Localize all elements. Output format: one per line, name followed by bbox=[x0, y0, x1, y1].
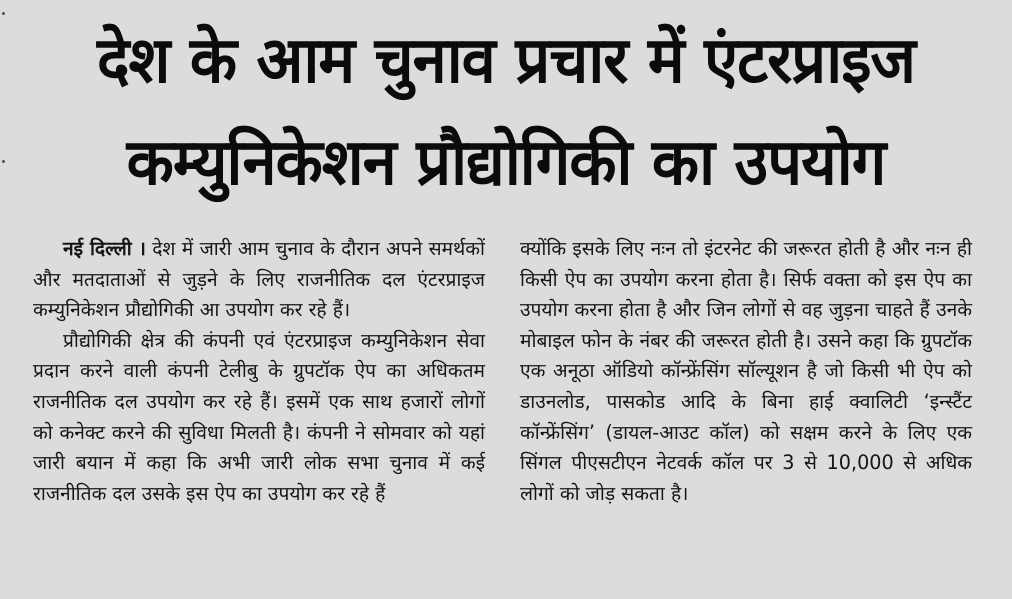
dateline: नई दिल्ली । bbox=[63, 237, 146, 260]
article-paragraph: प्रौद्योगिकी क्षेत्र की कंपनी एवं एंटरप्राइज कम्युनिकेशन सेवा प्रदान करने वाली कंपनी टेलीबु के ग्रुपटॉक ऐप का अधिकतम राजनीतिक दल उपयोग कर रहे हैं। इसमें एक साथ हजारों लोगों को कनेक्ट करने की सुविधा मिलती है। कंपनी ने सोमवार को यहां जारी बयान में कहा कि अभी जारी लोक सभा चुनाव में कई राजनीतिक दल उसके इस ऐप का उपयोग कर रहे हैं bbox=[33, 328, 485, 505]
headline-line-1: देश के आम चुनाव प्रचार में एंटरप्राइज bbox=[96, 24, 916, 98]
article-paragraph bbox=[33, 234, 485, 326]
paragraph-text: देश में जारी आम चुनाव के दौरान अपने समर्थकों और मतदाताओं से जुड़ने के लिए राजनीतिक दल एंटरप्राइज कम्युनिकेशन प्रौद्योगिकी आ उपयोग कर रहे हैं। bbox=[33, 237, 485, 322]
article-paragraph: क्योंकि इसके लिए नःन तो इंटरनेट की जरूरत होती है और नःन ही किसी ऐप का उपयोग करना होता है। सिर्फ वक्ता को इस ऐप का उपयोग करना होता है और जिन लोगों से वह जुड़ना चाहते हैं उनके मोबाइल फोन के नंबर की जरूरत होती है। उसने कहा कि ग्रुपटॉक एक अनूठा ऑडियो कॉन्फ्रेंसिंग सॉल्यूशन है जो किसी भी ऐप को डाउनलोड, पासकोड आदि के बिना हाई क्वालिटी ‘इन्स्टैंट कॉन्फ्रेंसिंग’ (डायल-आउट कॉल) को सक्षम करने के लिए एक सिंगल पीएसटीएन नेटवर्क कॉल पर 3 से 10,000 से अधिक लोगों को जोड़ सकता है। bbox=[520, 237, 972, 505]
article-column-right bbox=[520, 234, 972, 509]
article-column-left bbox=[33, 234, 485, 509]
page-edge-mark bbox=[2, 12, 5, 15]
headline-line-2: कम्युनिकेशन प्रौद्योगिकी का उपयोग bbox=[126, 126, 886, 200]
page-edge-mark bbox=[2, 160, 5, 163]
